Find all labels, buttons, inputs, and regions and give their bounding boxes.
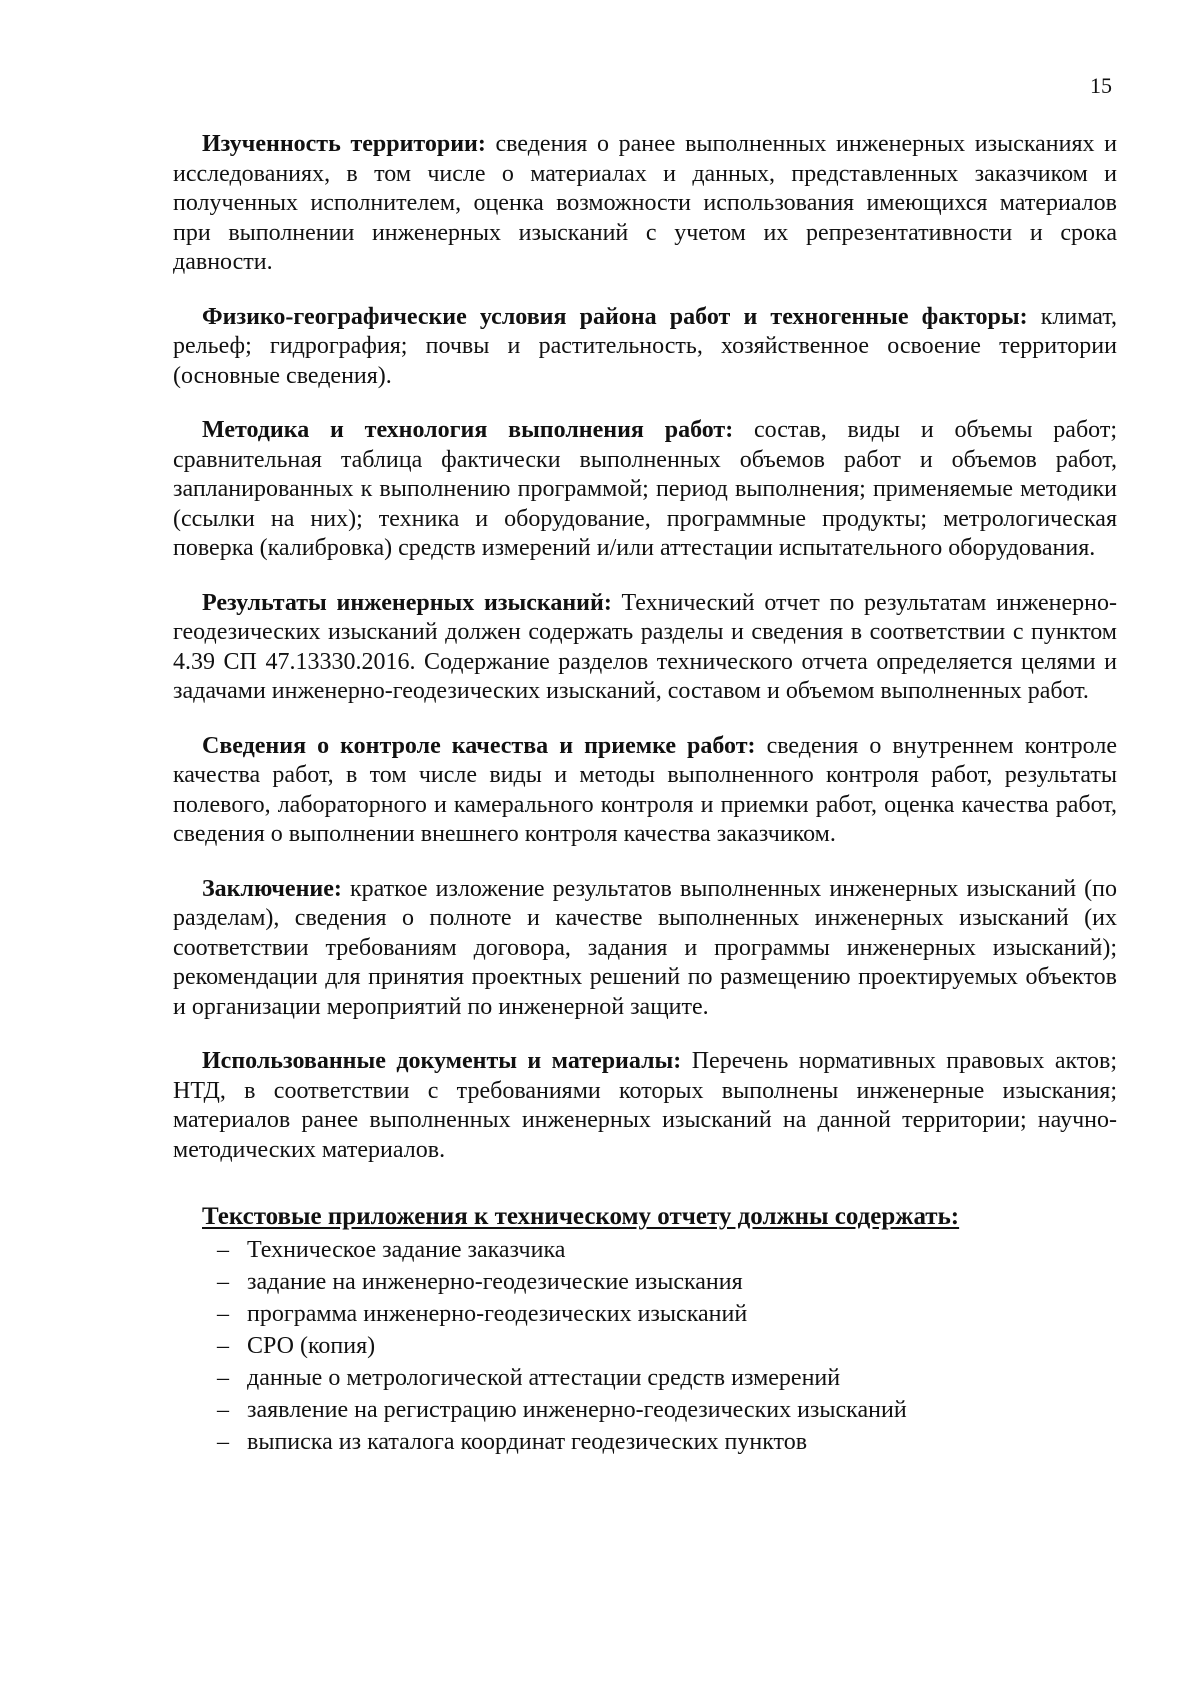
section-heading: Результаты инженерных изысканий:: [202, 589, 612, 616]
section-study-extent: [173, 130, 1117, 278]
section-text: состав, виды и объемы работ; сравнительная таблица фактически выполненных объемов работ и объемов работ, запланированных к выполнению программой; период выполнения; применяемые методики (ссылки на них); техника и оборудование, программные продукты; метрологическая поверка (калибровка) средств измерений и/или аттестации испытательного оборудования.: [173, 417, 1117, 561]
section-heading: Использованные документы и материалы:: [202, 1048, 682, 1074]
list-item: [217, 1298, 1117, 1330]
list-item-text: СРО (копия): [247, 1333, 376, 1359]
list-item-text: задание на инженерно-геодезические изыскания: [247, 1269, 743, 1295]
list-item-text: программа инженерно-геодезических изысканий: [247, 1301, 748, 1327]
section-heading: Изученность территории:: [202, 131, 486, 157]
section-heading: Заключение:: [202, 875, 342, 902]
list-item: [217, 1362, 1117, 1394]
list-bullet: –: [217, 1365, 229, 1391]
list-bullet: –: [217, 1237, 229, 1263]
section-text: Технический отчет по результатам инженерно-геодезических изысканий должен содержать разделы и сведения в соответствии с пунктом 4.39 СП 47.13330.2016. Содержание разделов технического отчета определяется целями и задачами инженерно-геодезических изысканий, составом и объемом выполненных работ.: [173, 589, 1118, 704]
list-bullet: –: [217, 1429, 229, 1455]
list-item-text: выписка из каталога координат геодезических пунктов: [247, 1429, 808, 1455]
page-number: 15: [1090, 73, 1112, 98]
section-methodology: [173, 416, 1117, 564]
list-item: [217, 1330, 1117, 1362]
appendix-list: [173, 1234, 1117, 1458]
section-conclusion: [173, 875, 1117, 1023]
section-text: сведения о внутреннем контроле качества работ, в том числе виды и методы выполненного контроля работ, результаты полевого, лабораторного и камерального контроля и приемки работ, оценка качества работ, сведения о выполнении внешнего контроля качества заказчиком.: [173, 732, 1117, 847]
section-heading: Методика и технология выполнения работ:: [202, 417, 734, 443]
list-item-text: заявление на регистрацию инженерно-геодезических изысканий: [247, 1397, 907, 1423]
list-bullet: –: [217, 1397, 229, 1423]
page-content: [173, 130, 1117, 1458]
list-item: [217, 1266, 1117, 1298]
section-text: краткое изложение результатов выполненных инженерных изысканий (по разделам), сведения о полноте и качестве выполненных инженерных изысканий (их соответствии требованиям договора, задания и программы инженерных изысканий); рекомендации для принятия проектных решений по размещению проектируемых объектов и организации мероприятий по инженерной защите.: [173, 875, 1117, 1020]
section-text: Перечень нормативных правовых актов; НТД, в соответствии с требованиями которых выполнены инженерные изыскания; материалов ранее выполненных инженерных изысканий на данной территории; научно-методических материалов.: [173, 1048, 1118, 1163]
list-item: [217, 1234, 1117, 1266]
list-item: [217, 1394, 1117, 1426]
section-heading: Физико-географические условия района работ и техногенные факторы:: [202, 303, 1028, 330]
list-item-text: Техническое задание заказчика: [247, 1237, 566, 1263]
section-text: сведения о ранее выполненных инженерных изысканиях и исследованиях, в том числе о материалах и данных, представленных заказчиком и полученных исполнителем, оценка возможности использования имеющихся материалов при выполнении инженерных изысканий с учетом их репрезентативности и срока давности.: [173, 131, 1117, 275]
list-item: [217, 1426, 1117, 1458]
list-bullet: –: [217, 1269, 229, 1295]
appendix-heading: Текстовые приложения к техническому отчету должны содержать:: [202, 1203, 960, 1230]
section-quality-control: [173, 732, 1117, 850]
list-item-text: данные о метрологической аттестации средств измерений: [247, 1365, 841, 1391]
section-text: климат, рельеф; гидрография; почвы и растительность, хозяйственное освоение территории (основные сведения).: [173, 303, 1118, 389]
list-bullet: –: [217, 1301, 229, 1327]
section-physical-geography: [173, 303, 1117, 392]
section-heading: Сведения о контроле качества и приемке работ:: [202, 732, 756, 759]
list-bullet: –: [217, 1333, 229, 1359]
section-results: [173, 589, 1117, 707]
section-references: [173, 1047, 1117, 1165]
